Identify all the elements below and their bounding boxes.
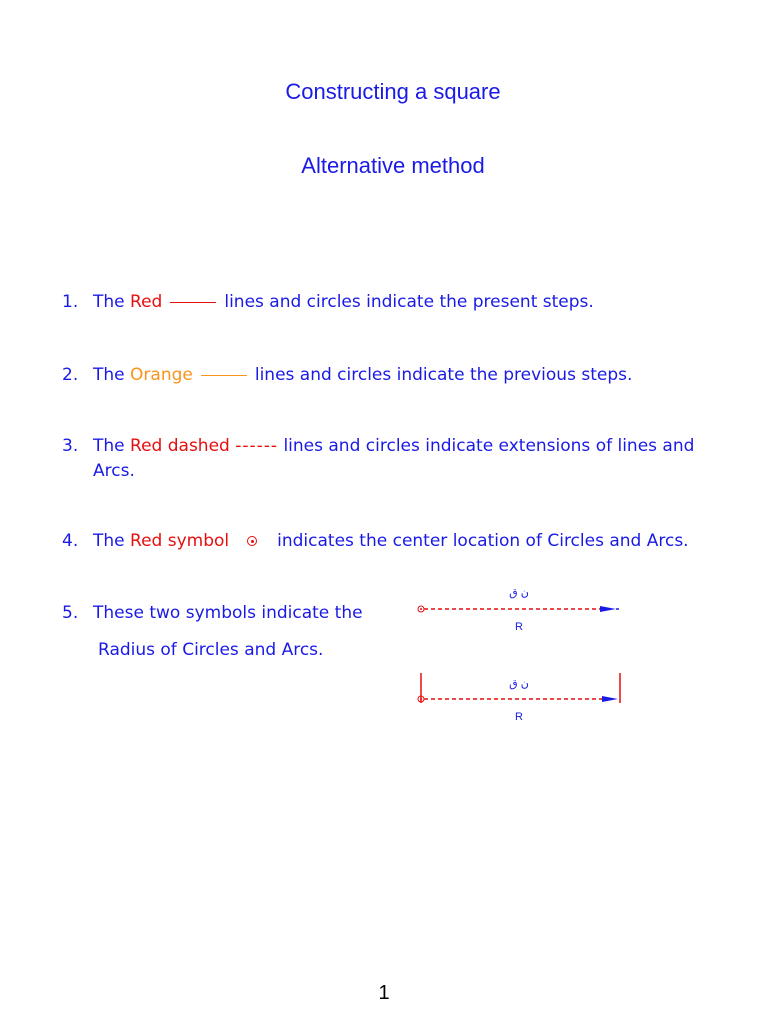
item-text: lines and circles indicate the previous steps. xyxy=(254,365,633,385)
arrowhead-icon xyxy=(602,696,618,702)
radius-symbols-diagram xyxy=(400,575,640,735)
orange-line-sample xyxy=(201,375,247,376)
item-prefix: The xyxy=(93,365,125,385)
list-item-4 xyxy=(62,531,689,551)
red-dashed-sample: ------ xyxy=(235,436,279,456)
item-text: indicates the center location of Circles and Arcs. xyxy=(277,531,689,551)
item-highlight: Red symbol xyxy=(130,531,230,551)
list-item-5-continuation: Radius of Circles and Arcs. xyxy=(98,640,324,660)
item-text: These two symbols indicate the xyxy=(93,603,363,623)
item-number: 4. xyxy=(62,531,79,551)
item-number: 1. xyxy=(62,292,79,312)
list-item-2 xyxy=(62,365,632,385)
item-highlight: Red dashed xyxy=(130,436,230,456)
item-prefix: The xyxy=(93,531,125,551)
page-subtitle: Alternative method xyxy=(301,153,485,178)
item-text: lines and circles indicate the present steps. xyxy=(224,292,594,312)
radius-label: R xyxy=(515,621,523,633)
red-line-sample xyxy=(170,302,216,303)
list-item-1 xyxy=(62,292,594,312)
radius-symbol-arrow xyxy=(418,587,619,633)
page-number: 1 xyxy=(378,982,390,1004)
radius-arabic-label: ن ق xyxy=(509,587,529,599)
item-number: 5. xyxy=(62,603,79,623)
radius-arabic-label: ن ق xyxy=(509,678,529,690)
list-item-3-continuation: Arcs. xyxy=(93,461,135,481)
item-highlight: Red xyxy=(130,292,163,312)
item-number: 3. xyxy=(62,436,79,456)
item-highlight: Orange xyxy=(130,365,193,385)
item-prefix: The xyxy=(93,292,125,312)
page-title: Constructing a square xyxy=(285,79,501,104)
center-symbol-icon xyxy=(247,536,257,546)
item-number: 2. xyxy=(62,365,79,385)
item-text: lines and circles indicate extensions of lines and xyxy=(283,436,695,456)
radius-symbol-bracket xyxy=(418,673,620,723)
arrowhead-icon xyxy=(600,606,616,612)
radius-label: R xyxy=(515,711,523,723)
item-prefix: The xyxy=(93,436,125,456)
list-item-3 xyxy=(62,436,694,456)
list-item-5 xyxy=(62,603,363,623)
